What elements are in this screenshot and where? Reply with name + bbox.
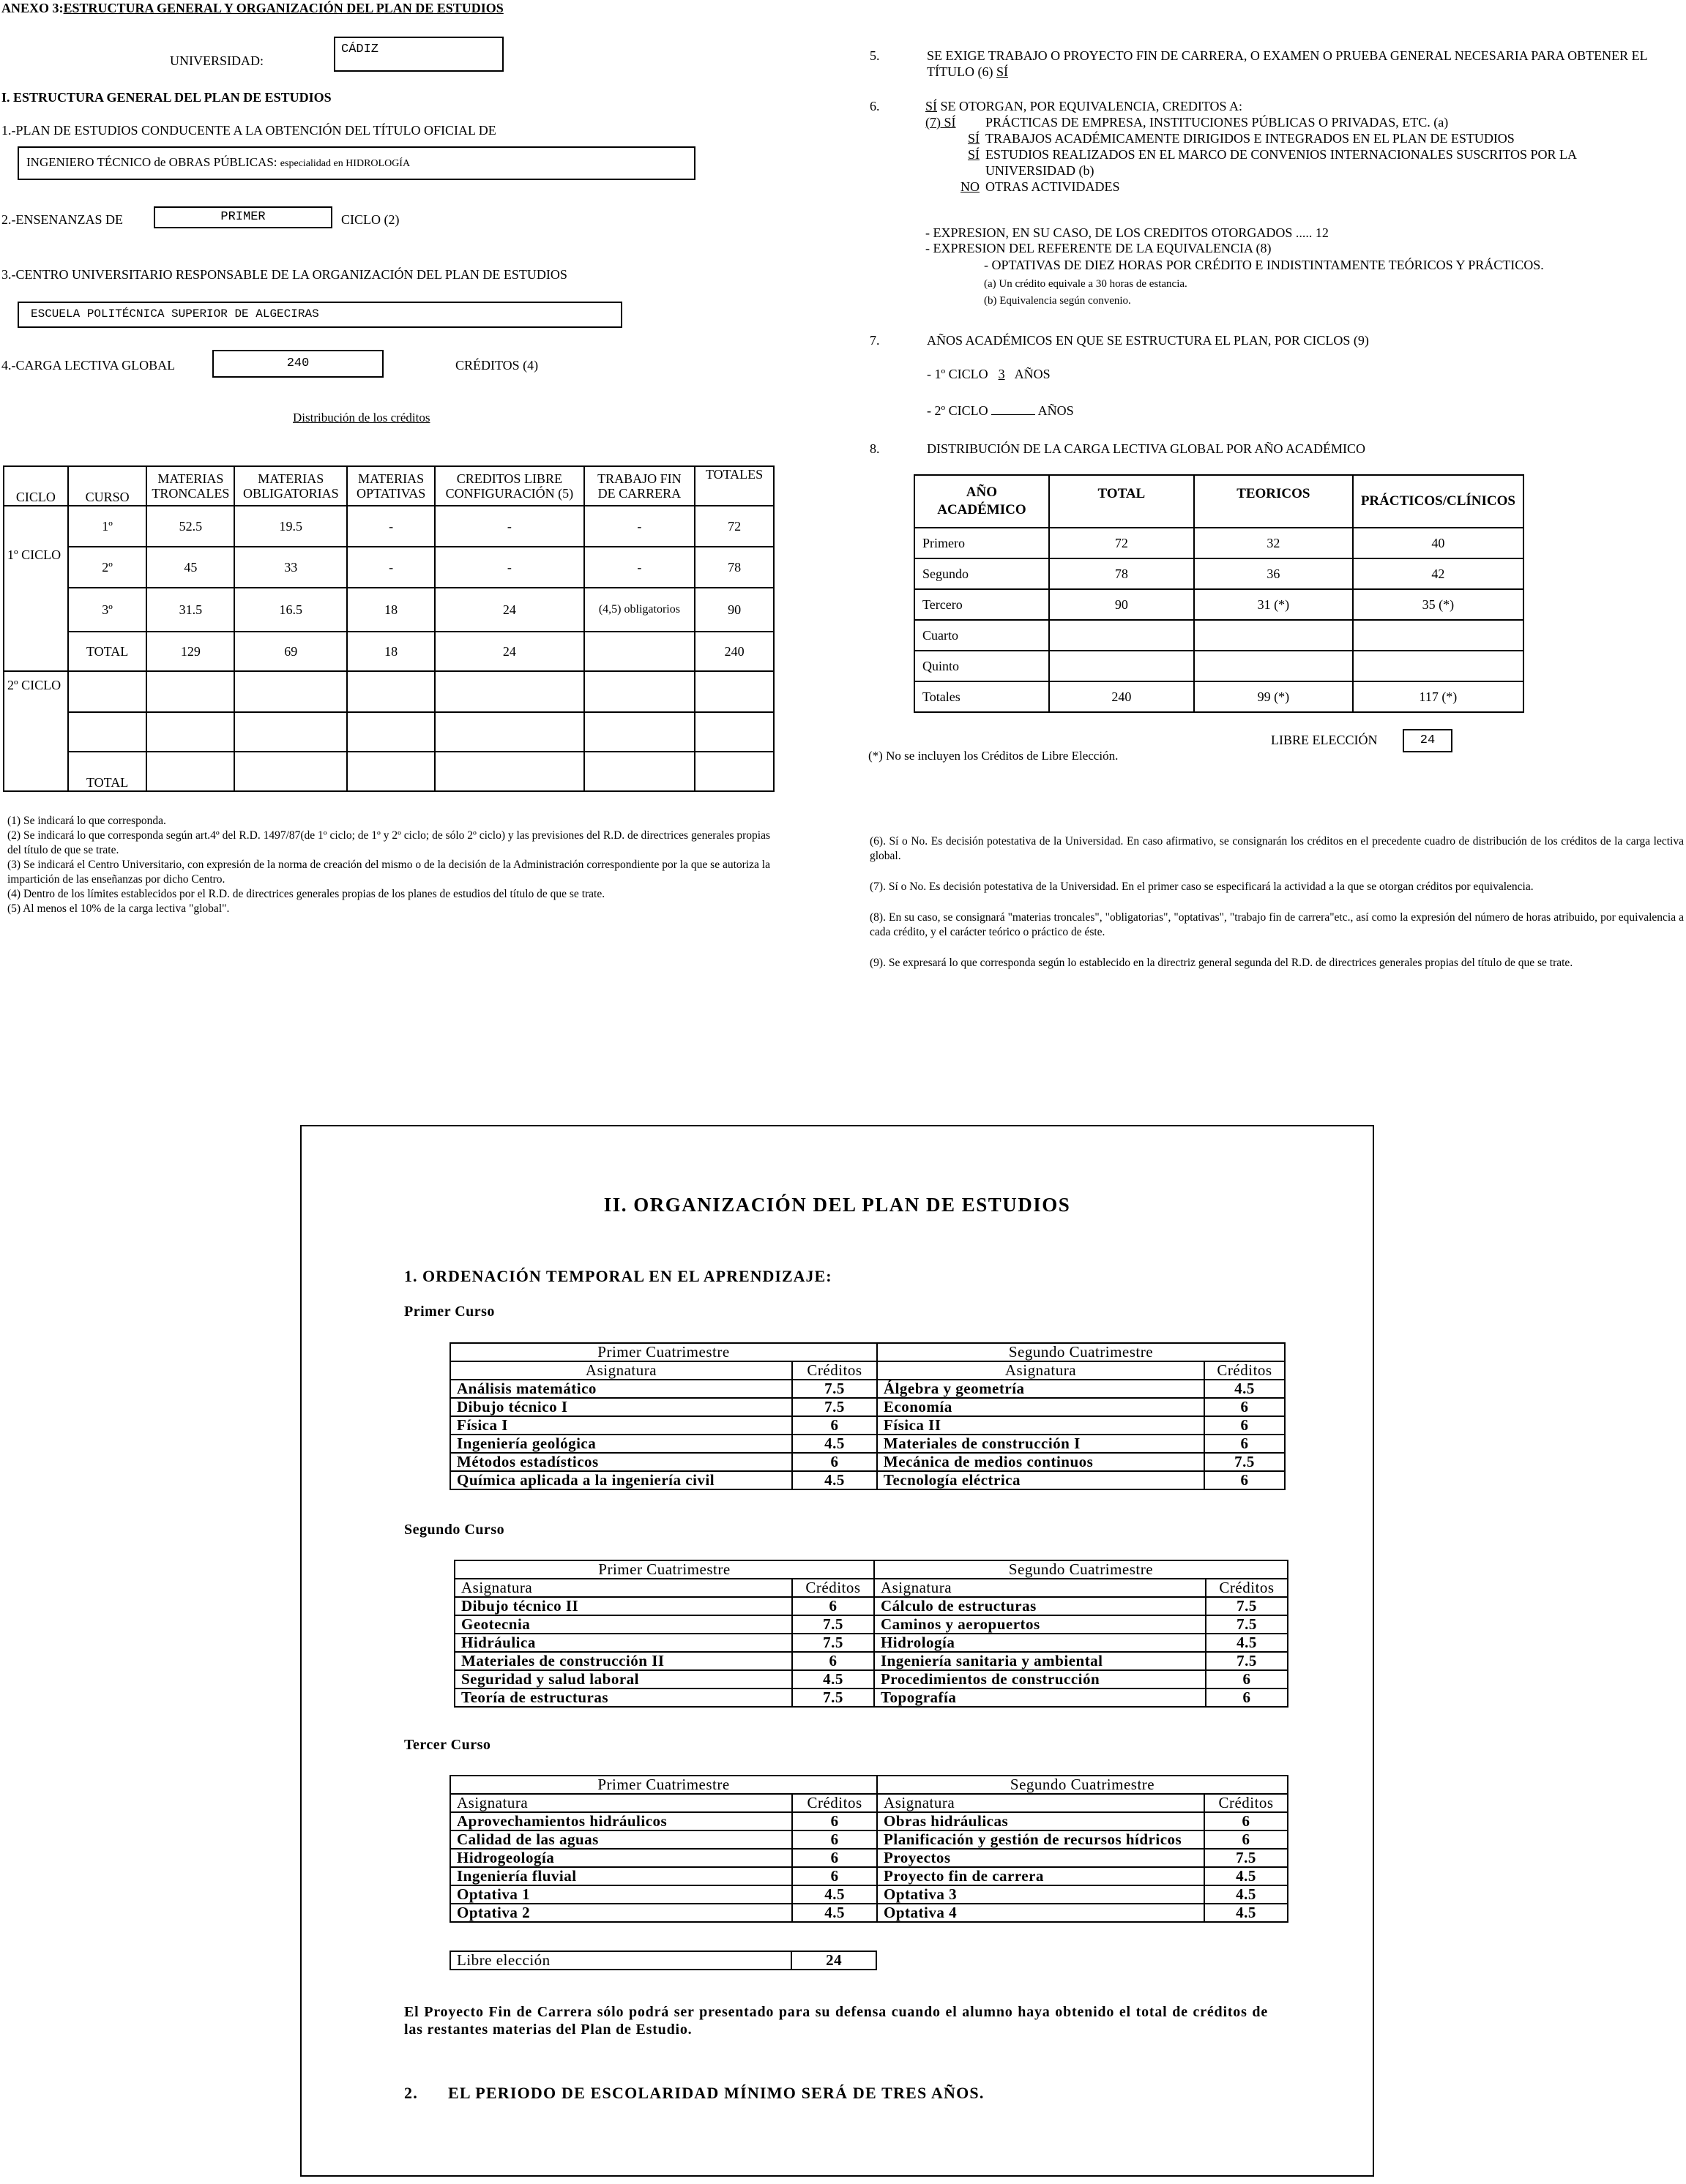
cell: 7.5	[1206, 1615, 1288, 1634]
academic-year-table	[914, 474, 1524, 713]
cell: 4.5	[1206, 1634, 1288, 1652]
col-header: Asignatura	[874, 1579, 1206, 1597]
item4-label: 4.-CARGA LECTIVA GLOBAL	[1, 358, 176, 373]
libre-eleccion-label: Libre elección	[450, 1951, 791, 1970]
table-row	[455, 1597, 1288, 1615]
item6-number: 6.	[870, 99, 880, 113]
course-table	[454, 1560, 1288, 1708]
annex-heading: ANEXO 3:ESTRUCTURA GENERAL Y ORGANIZACIÓN DEL PLAN DE ESTUDIOS	[1, 1, 504, 15]
year-name: Tercer Curso	[404, 1737, 491, 1753]
org-item2	[404, 2084, 985, 2103]
table-row	[4, 506, 774, 547]
cell	[1353, 651, 1523, 681]
table-row	[455, 1615, 1288, 1634]
table-row	[450, 1812, 1288, 1830]
cell: 6	[792, 1867, 877, 1885]
table-row	[450, 1380, 1285, 1398]
cell: Obras hidráulicas	[877, 1812, 1204, 1830]
cell: Totales	[914, 681, 1049, 712]
table-row	[455, 1670, 1288, 1689]
item6-text: SE OTORGAN, POR EQUIVALENCIA, CREDITOS A:	[940, 99, 1243, 113]
item4-field: 240	[212, 350, 384, 378]
org-item2-number: 2.	[404, 2084, 418, 2102]
col-header: Asignatura	[455, 1579, 792, 1597]
cell: Física II	[877, 1416, 1204, 1435]
libre-eleccion-table	[450, 1951, 877, 1970]
cell	[1049, 620, 1194, 651]
footnote: (3) Se indicará el Centro Universitario, con expresión de la norma de creación del mismo o de la decisión de la Administración correspondiente por la que se autoriza la impartición de las enseñanzas por dicho Centro.	[7, 859, 770, 886]
option-mark: NO	[961, 179, 980, 194]
table-row	[4, 588, 774, 632]
table-row	[450, 1398, 1285, 1416]
cell: 4.5	[792, 1670, 874, 1689]
ciclo-2-cell: 2º CICLO	[4, 671, 68, 791]
cell: (4,5) obligatorios	[584, 588, 695, 632]
cell: 2º	[68, 547, 147, 588]
col-header: Asignatura	[450, 1794, 792, 1812]
cell: -	[435, 547, 584, 588]
footnote: (6). Sí o No. Es decisión potestativa de la Universidad. En caso afirmativo, se consignarán los créditos en el precedente cuadro de distribución de los créditos de la carga lectiva global.	[870, 835, 1684, 862]
cell: 6	[792, 1812, 877, 1830]
item2-label: 2.-ENSENANZAS DE	[1, 212, 123, 227]
option-mark: (7) SÍ	[925, 115, 956, 130]
cell: 40	[1353, 528, 1523, 558]
ciclo-1-cell: 1º CICLO	[4, 506, 68, 671]
cell: 4.5	[792, 1435, 877, 1453]
cell: Ingeniería sanitaria y ambiental	[874, 1652, 1206, 1670]
ciclo1-suffix: AÑOS	[1014, 367, 1051, 381]
cell: -	[435, 506, 584, 547]
pfc-paragraph: El Proyecto Fin de Carrera sólo podrá ser presentado para su defensa cuando el alumno haya obtenido el total de créditos de las restantes materias del Plan de Estudio.	[404, 2004, 1268, 2038]
cell: Hidrogeología	[450, 1849, 792, 1867]
cell: Materiales de construcción II	[455, 1652, 792, 1670]
item1-label: 1.-PLAN DE ESTUDIOS CONDUCENTE A LA OBTENCIÓN DEL TÍTULO OFICIAL DE	[1, 123, 496, 138]
cell: Análisis matemático	[450, 1380, 792, 1398]
table-row	[450, 1471, 1285, 1489]
cell: 3º	[68, 588, 147, 632]
university-field: CÁDIZ	[334, 37, 504, 72]
org-title: II. ORGANIZACIÓN DEL PLAN DE ESTUDIOS	[603, 1194, 1071, 1216]
semester-header: Segundo Cuatrimestre	[874, 1560, 1288, 1579]
year-name: Segundo Curso	[404, 1522, 505, 1538]
year-table-note: (*) No se incluyen los Créditos de Libre Elección.	[868, 749, 1119, 763]
option-row	[925, 130, 1643, 146]
university-label: UNIVERSIDAD:	[170, 53, 264, 68]
cell: 4.5	[1204, 1380, 1285, 1398]
dist-caption: Distribución de los créditos	[293, 411, 430, 425]
expr-note-a: (a) Un crédito equivale a 30 horas de estancia.	[984, 278, 1187, 290]
cell: 240	[695, 632, 774, 671]
table-row	[450, 1453, 1285, 1471]
cell: 6	[1204, 1812, 1288, 1830]
col-header: PRÁCTICOS/CLÍNICOS	[1353, 475, 1523, 528]
cell: 24	[435, 632, 584, 671]
item6-heading	[925, 98, 1242, 114]
ciclo1-years: 3	[998, 367, 1005, 381]
libre-eleccion-field: 24	[1403, 729, 1452, 752]
table-row	[914, 528, 1523, 558]
col-header: Asignatura	[877, 1794, 1204, 1812]
cell: -	[347, 547, 435, 588]
cell: 19.5	[234, 506, 347, 547]
table-row	[455, 1689, 1288, 1707]
table-row	[450, 1867, 1288, 1885]
option-text: OTRAS ACTIVIDADES	[985, 179, 1120, 194]
item3-field: ESCUELA POLITÉCNICA SUPERIOR DE ALGECIRAS	[18, 302, 622, 328]
footnote: (1) Se indicará lo que corresponda.	[7, 815, 166, 827]
footnote: (4) Dentro de los límites establecidos por el R.D. de directrices generales propias de los planes de estudios del título de que se trate.	[7, 888, 605, 900]
cell: 6	[1204, 1416, 1285, 1435]
cell: 42	[1353, 558, 1523, 589]
course-table	[450, 1342, 1286, 1490]
cell: Tercero	[914, 589, 1049, 620]
col-header: MATERIAS TRONCALES	[146, 466, 234, 506]
cell: 4.5	[792, 1904, 877, 1922]
cell: Dibujo técnico I	[450, 1398, 792, 1416]
item4-suffix: CRÉDITOS (4)	[455, 358, 539, 373]
cell: 6	[792, 1849, 877, 1867]
cell: Optativa 1	[450, 1885, 792, 1904]
cell: 16.5	[234, 588, 347, 632]
cell: 69	[234, 632, 347, 671]
cell: 7.5	[792, 1689, 874, 1707]
col-header: Créditos	[792, 1794, 877, 1812]
cell: 6	[1206, 1689, 1288, 1707]
col-header: CREDITOS LIBRE CONFIGURACIÓN (5)	[435, 466, 584, 506]
cell: Calidad de las aguas	[450, 1830, 792, 1849]
cell: TOTAL	[68, 752, 147, 791]
item7-ciclo1	[927, 366, 1051, 382]
expr-referent: - EXPRESION DEL REFERENTE DE LA EQUIVALENCIA (8)	[925, 241, 1272, 255]
cell: 1º	[68, 506, 147, 547]
cell: 4.5	[1204, 1904, 1288, 1922]
footnote: (7). Sí o No. Es decisión potestativa de la Universidad. En el primer caso se especificará la actividad a la que se otorgan créditos por equivalencia.	[870, 880, 1534, 893]
org-subtitle: 1. ORDENACIÓN TEMPORAL EN EL APRENDIZAJE:	[404, 1267, 832, 1285]
cell: 4.5	[792, 1471, 877, 1489]
cell: Optativa 4	[877, 1904, 1204, 1922]
table-row	[4, 752, 774, 791]
table-row	[450, 1416, 1285, 1435]
cell: 72	[1049, 528, 1194, 558]
cell: 7.5	[1206, 1597, 1288, 1615]
table-row	[450, 1830, 1288, 1849]
cell: Caminos y aeropuertos	[874, 1615, 1206, 1634]
cell: 36	[1194, 558, 1353, 589]
item1-field	[18, 146, 695, 180]
col-header: Asignatura	[450, 1361, 792, 1380]
section1-title: I. ESTRUCTURA GENERAL DEL PLAN DE ESTUDIOS	[1, 90, 332, 105]
table-row	[4, 671, 774, 712]
cell: 31 (*)	[1194, 589, 1353, 620]
cell: Proyecto fin de carrera	[877, 1867, 1204, 1885]
cell: 7.5	[792, 1634, 874, 1652]
table-row	[450, 1885, 1288, 1904]
cell: 7.5	[792, 1380, 877, 1398]
cell: Materiales de construcción I	[877, 1435, 1204, 1453]
cell: 6	[792, 1652, 874, 1670]
semester-header: Primer Cuatrimestre	[455, 1560, 874, 1579]
year-name: Primer Curso	[404, 1304, 495, 1320]
cell: TOTAL	[68, 632, 147, 671]
table-row	[450, 1849, 1288, 1867]
cell: 6	[1204, 1398, 1285, 1416]
org-item2-text: EL PERIODO DE ESCOLARIDAD MÍNIMO SERÁ DE TRES AÑOS.	[448, 2084, 985, 2102]
cell: -	[584, 506, 695, 547]
option-mark: SÍ	[967, 131, 980, 146]
option-row	[925, 114, 1643, 130]
footnote: (2) Se indicará lo que corresponda según art.4º del R.D. 1497/87(de 1º ciclo; de 1º y 2º ciclo; de sólo 2º ciclo) y las previsiones del R.D. de directrices generales propias del título de que se trate.	[7, 829, 770, 856]
table-row	[450, 1435, 1285, 1453]
cell: Planificación y gestión de recursos hídricos	[877, 1830, 1204, 1849]
table-row	[914, 620, 1523, 651]
item5-number: 5.	[870, 48, 880, 63]
footnote: (5) Al menos el 10% de la carga lectiva "global".	[7, 902, 230, 915]
item1-value-main: INGENIERO TÉCNICO de OBRAS PÚBLICAS:	[26, 155, 277, 169]
footnote: (9). Se expresará lo que corresponda según lo establecido en la directriz general segunda del R.D. de directrices generales propias del título de que se trate.	[870, 957, 1573, 969]
cell	[1194, 651, 1353, 681]
col-header: TEORICOS	[1194, 475, 1353, 528]
item2-suffix: CICLO (2)	[341, 212, 400, 227]
cell: 6	[1204, 1435, 1285, 1453]
cell: Ingeniería fluvial	[450, 1867, 792, 1885]
cell: 4.5	[1204, 1885, 1288, 1904]
cell	[584, 632, 695, 671]
expr-optativas: - OPTATIVAS DE DIEZ HORAS POR CRÉDITO E INDISTINTAMENTE TEÓRICOS Y PRÁCTICOS.	[984, 258, 1544, 272]
organization-page	[300, 1125, 1374, 2177]
semester-header: Segundo Cuatrimestre	[877, 1776, 1288, 1794]
cell: Segundo	[914, 558, 1049, 589]
item6-options	[925, 114, 1643, 195]
cell: Topografía	[874, 1689, 1206, 1707]
libre-eleccion-value: 24	[791, 1951, 876, 1970]
cell: 24	[435, 588, 584, 632]
cell: 72	[695, 506, 774, 547]
cell: 90	[1049, 589, 1194, 620]
cell	[1049, 651, 1194, 681]
cell: 129	[146, 632, 234, 671]
cell	[1353, 620, 1523, 651]
cell: Procedimientos de construcción	[874, 1670, 1206, 1689]
footnotes-left	[7, 814, 770, 916]
item6-answer: SÍ	[925, 99, 938, 113]
cell	[1194, 620, 1353, 651]
cell: Optativa 3	[877, 1885, 1204, 1904]
footnotes-right	[870, 834, 1684, 971]
table-row	[914, 558, 1523, 589]
cell: 33	[234, 547, 347, 588]
cell: Química aplicada a la ingeniería civil	[450, 1471, 792, 1489]
option-text: ESTUDIOS REALIZADOS EN EL MARCO DE CONVENIOS INTERNACIONALES SUSCRITOS POR LA UNIVERSIDAD (b)	[985, 147, 1577, 178]
cell: 35 (*)	[1353, 589, 1523, 620]
cell: -	[347, 506, 435, 547]
cell: 6	[792, 1597, 874, 1615]
cell: Aprovechamientos hidráulicos	[450, 1812, 792, 1830]
cell: 7.5	[1204, 1849, 1288, 1867]
cell: 240	[1049, 681, 1194, 712]
cell: 99 (*)	[1194, 681, 1353, 712]
col-header: Créditos	[1204, 1361, 1285, 1380]
cell: Teoría de estructuras	[455, 1689, 792, 1707]
table-row	[914, 651, 1523, 681]
semester-header: Primer Cuatrimestre	[450, 1343, 877, 1361]
cell: Física I	[450, 1416, 792, 1435]
cell: 32	[1194, 528, 1353, 558]
item1-value-sub: especialidad en HIDROLOGÍA	[280, 158, 411, 169]
cell: 45	[146, 547, 234, 588]
ciclo2-label: - 2º CICLO	[927, 403, 988, 418]
cell: Proyectos	[877, 1849, 1204, 1867]
cell: Quinto	[914, 651, 1049, 681]
semester-header: Segundo Cuatrimestre	[877, 1343, 1285, 1361]
cell: 78	[695, 547, 774, 588]
libre-eleccion-label: LIBRE ELECCIÓN	[1271, 733, 1378, 747]
cell: Álgebra y geometría	[877, 1380, 1204, 1398]
col-header: MATERIAS OPTATIVAS	[347, 466, 435, 506]
cell: Seguridad y salud laboral	[455, 1670, 792, 1689]
col-header: TRABAJO FIN DE CARRERA	[584, 466, 695, 506]
cell: 7.5	[792, 1615, 874, 1634]
cell: Economía	[877, 1398, 1204, 1416]
item2-field: PRIMER	[154, 206, 332, 228]
col-header: CURSO	[68, 466, 147, 506]
cell: 18	[347, 588, 435, 632]
cell: Mecánica de medios continuos	[877, 1453, 1204, 1471]
cell: -	[584, 547, 695, 588]
table-row	[4, 712, 774, 752]
cell: 4.5	[792, 1885, 877, 1904]
ciclo2-suffix: AÑOS	[1037, 403, 1074, 418]
cell: Cálculo de estructuras	[874, 1597, 1206, 1615]
col-header: AÑO ACADÉMICO	[914, 475, 1049, 528]
cell: 6	[1204, 1830, 1288, 1849]
cell: 6	[1204, 1471, 1285, 1489]
col-header: Créditos	[792, 1361, 877, 1380]
item7-text: AÑOS ACADÉMICOS EN QUE SE ESTRUCTURA EL PLAN, POR CICLOS (9)	[927, 333, 1369, 348]
option-mark: SÍ	[967, 147, 980, 162]
cell: 18	[347, 632, 435, 671]
option-text: TRABAJOS ACADÉMICAMENTE DIRIGIDOS E INTEGRADOS EN EL PLAN DE ESTUDIOS	[985, 131, 1515, 146]
ciclo2-years	[991, 403, 1035, 415]
option-row	[925, 146, 1643, 179]
cell: Tecnología eléctrica	[877, 1471, 1204, 1489]
semester-header: Primer Cuatrimestre	[450, 1776, 877, 1794]
table-row	[455, 1652, 1288, 1670]
cell: 6	[792, 1453, 877, 1471]
table-row	[914, 681, 1523, 712]
table-row	[4, 547, 774, 588]
item5-question: SE EXIGE TRABAJO O PROYECTO FIN DE CARRERA, O EXAMEN O PRUEBA GENERAL NECESARIA PARA OBTENER EL TÍTULO (6)	[927, 48, 1647, 79]
cell: Geotecnia	[455, 1615, 792, 1634]
cell: Primero	[914, 528, 1049, 558]
col-header: Créditos	[1206, 1579, 1288, 1597]
table-row	[4, 632, 774, 671]
item7-number: 7.	[870, 333, 880, 348]
expr-note-b: (b) Equivalencia según convenio.	[984, 295, 1131, 307]
col-header: Asignatura	[877, 1361, 1204, 1380]
option-text: PRÁCTICAS DE EMPRESA, INSTITUCIONES PÚBLICAS O PRIVADAS, ETC. (a)	[985, 115, 1449, 130]
item8-number: 8.	[870, 441, 880, 456]
col-header: CICLO	[4, 466, 68, 506]
cell: 7.5	[1206, 1652, 1288, 1670]
cell: Métodos estadísticos	[450, 1453, 792, 1471]
expr-credits: - EXPRESION, EN SU CASO, DE LOS CREDITOS OTORGADOS ..... 12	[925, 225, 1329, 240]
item3-label: 3.-CENTRO UNIVERSITARIO RESPONSABLE DE LA ORGANIZACIÓN DEL PLAN DE ESTUDIOS	[1, 267, 567, 282]
cell: 117 (*)	[1353, 681, 1523, 712]
item8-text: DISTRIBUCIÓN DE LA CARGA LECTIVA GLOBAL POR AÑO ACADÉMICO	[927, 441, 1366, 456]
cell: Optativa 2	[450, 1904, 792, 1922]
cell: 7.5	[1204, 1453, 1285, 1471]
cell: 7.5	[792, 1398, 877, 1416]
cell: 78	[1049, 558, 1194, 589]
cell: 6	[792, 1416, 877, 1435]
ciclo1-label: - 1º CICLO	[927, 367, 988, 381]
cell: 31.5	[146, 588, 234, 632]
cell: 6	[1206, 1670, 1288, 1689]
table-row	[914, 589, 1523, 620]
table-row	[455, 1634, 1288, 1652]
cell: Cuarto	[914, 620, 1049, 651]
cell: 90	[695, 588, 774, 632]
item5-answer: SÍ	[996, 64, 1008, 79]
course-table	[450, 1775, 1288, 1923]
cell: 52.5	[146, 506, 234, 547]
cell: Hidrología	[874, 1634, 1206, 1652]
option-row	[925, 179, 1643, 195]
cell: 4.5	[1204, 1867, 1288, 1885]
footnote: (8). En su caso, se consignará "materias troncales", "obligatorias", "optativas", "trabajo fin de carrera"etc., así como la expresión del número de horas atribuido, por equivalencia a cada crédito, y el carácter teórico o práctico de éste.	[870, 911, 1684, 938]
table-row	[450, 1904, 1288, 1922]
col-header: TOTAL	[1049, 475, 1194, 528]
item7-ciclo2	[927, 403, 1074, 419]
item5-text	[927, 48, 1659, 80]
cell: Ingeniería geológica	[450, 1435, 792, 1453]
cell: Dibujo técnico II	[455, 1597, 792, 1615]
col-header: TOTALES	[695, 466, 774, 506]
cell: 6	[792, 1830, 877, 1849]
col-header: Créditos	[792, 1579, 874, 1597]
cell: Hidráulica	[455, 1634, 792, 1652]
credits-distribution-table	[3, 465, 775, 792]
col-header: MATERIAS OBLIGATORIAS	[234, 466, 347, 506]
col-header: Créditos	[1204, 1794, 1288, 1812]
